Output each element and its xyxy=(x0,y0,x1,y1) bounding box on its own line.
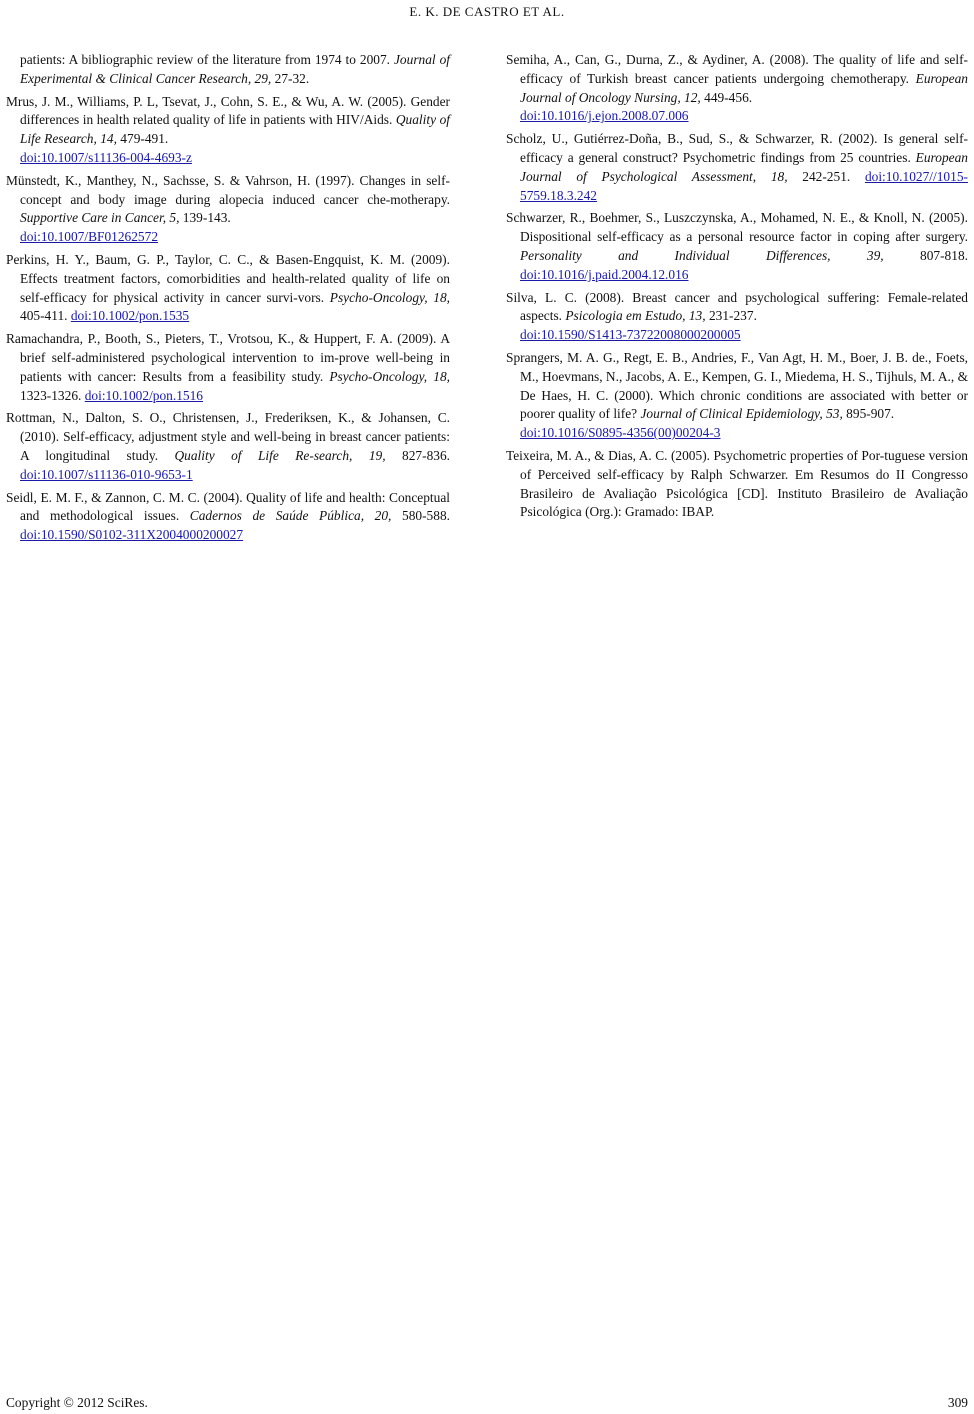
footer-copyright: Copyright © 2012 SciRes. xyxy=(6,1395,148,1410)
doi-link[interactable]: doi:10.1016/S0895-4356(00)00204-3 xyxy=(520,425,721,441)
doi-link[interactable]: doi:10.1590/S1413-73722008000200005 xyxy=(520,327,741,343)
doi-link[interactable]: doi:10.1027//1015-5759.18.3.242 xyxy=(520,168,968,203)
doi-link[interactable]: doi:10.1007/s11136-004-4693-z xyxy=(20,149,192,165)
reference-entry: Teixeira, M. A., & Dias, A. C. (2005). Psychometric properties of Por-tuguese version of Perceived self-efficacy by Ralph Schwarzer. Em Resumos do II Congresso Brasileiro de Avaliação Psicológica [CD]. Instituto Brasileiro de Avaliação Psicológica (Org.): Gramado: IBAP. xyxy=(506,447,968,520)
doi-link[interactable]: doi:10.1007/s11136-010-9653-1 xyxy=(20,466,193,482)
references-left-column xyxy=(6,51,450,549)
doi-link[interactable]: doi:10.1002/pon.1516 xyxy=(84,387,204,403)
reference-entry: Ramachandra, P., Booth, S., Pieters, T., Vrotsou, K., & Huppert, F. A. (2009). A brief self-administered psychological intervention to im-prove well-being in patients with cancer: Results from a feasibility study. Psycho-Oncology, 18, 1323-1326. doi:10.1002/pon.1516 xyxy=(6,331,450,403)
reference-entry: Sprangers, M. A. G., Regt, E. B., Andries, F., Van Agt, H. M., Boer, J. B. de., Foets, M., Hoevmans, N., Jacobs, A. E., Kempen, G. I., Miedema, H. S., Tijhuls, M. A., & De Haes, H. C. (2000). Which chronic conditions are associated with better or poorer quality of life? Journal of Clinical Epidemiology, 53, 895-907. doi:10.1016/S0895-4356(00)00204-3 xyxy=(506,349,968,441)
reference-entry: Münstedt, K., Manthey, N., Sachsse, S. & Vahrson, H. (1997). Changes in self-concept and body image during alopecia induced cancer che-motherapy. Supportive Care in Cancer, 5, 139-143. doi:10.1007/BF01262572 xyxy=(6,172,450,245)
doi-link[interactable]: doi:10.1016/j.paid.2004.12.016 xyxy=(520,266,689,282)
reference-entry: Schwarzer, R., Boehmer, S., Luszczynska, A., Mohamed, N. E., & Knoll, N. (2005). Dispositional self-efficacy as a personal resource factor in coping after surgery. Personality and Individual Differences, 39, 807-818. doi:10.1016/j.paid.2004.12.016 xyxy=(506,210,968,282)
running-head: E. K. DE CASTRO ET AL. xyxy=(409,4,565,19)
doi-link[interactable]: doi:10.1016/j.ejon.2008.07.006 xyxy=(520,108,689,124)
reference-entry: patients: A bibliographic review of the literature from 1974 to 2007. Journal of Experimental & Clinical Cancer Research, 29, 27-32. xyxy=(20,52,451,86)
reference-entry: Rottman, N., Dalton, S. O., Christensen, J., Frederiksen, K., & Johansen, C. (2010). Self-efficacy, adjustment style and well-being in breast cancer patients: A longitudinal study. Quality of Life Re-search, 19, 827-836. doi:10.1007/s11136-010-9653-1 xyxy=(6,410,451,482)
reference-entry: Semiha, A., Can, G., Durna, Z., & Aydiner, A. (2008). The quality of life and self-efficacy of Turkish breast cancer patients undergoing chemotherapy. European Journal of Oncology Nursing, 12, 449-456. doi:10.1016/j.ejon.2008.07.006 xyxy=(506,52,968,124)
page-number: 309 xyxy=(947,1395,968,1410)
reference-entry: Scholz, U., Gutiérrez-Doña, B., Sud, S., & Schwarzer, R. (2002). Is general self-efficacy a general construct? Psychometric findings from 25 countries. European Journal of Psychological Assessment, 18, 242-251. doi:10.1027//1015-5759.18.3.242 xyxy=(506,131,968,203)
reference-entry: Silva, L. C. (2008). Breast cancer and psychological suffering: Female-related aspects. Psicologia em Estudo, 13, 231-237. doi:10.1590/S1413-73722008000200005 xyxy=(506,289,968,343)
reference-entry: Mrus, J. M., Williams, P. L, Tsevat, J., Cohn, S. E., & Wu, A. W. (2005). Gender differences in health related quality of life in patients with HIV/Aids. Quality of Life Research, 14, 479-491. doi:10.1007/s11136-004-4693-z xyxy=(6,93,450,165)
doi-link[interactable]: doi:10.1590/S0102-311X2004000200027 xyxy=(20,527,244,543)
reference-entry: Perkins, H. Y., Baum, G. P., Taylor, C. C., & Basen-Engquist, K. M. (2009). Effects treatment factors, comorbidities and health-related quality of life on self-efficacy for physical activity in cancer survi-vors. Psycho-Oncology, 18, 405-411. doi:10.1002/pon.1535 xyxy=(6,251,450,324)
doi-link[interactable]: doi:10.1007/BF01262572 xyxy=(20,229,159,245)
reference-entry: Seidl, E. M. F., & Zannon, C. M. C. (2004). Quality of life and health: Conceptual and methodological issues. Cadernos de Saúde Pública, 20, 580-588. doi:10.1590/S0102-311X2004000200027 xyxy=(6,489,450,543)
doi-link[interactable]: doi:10.1002/pon.1535 xyxy=(70,308,190,324)
references-right-column xyxy=(506,51,968,526)
